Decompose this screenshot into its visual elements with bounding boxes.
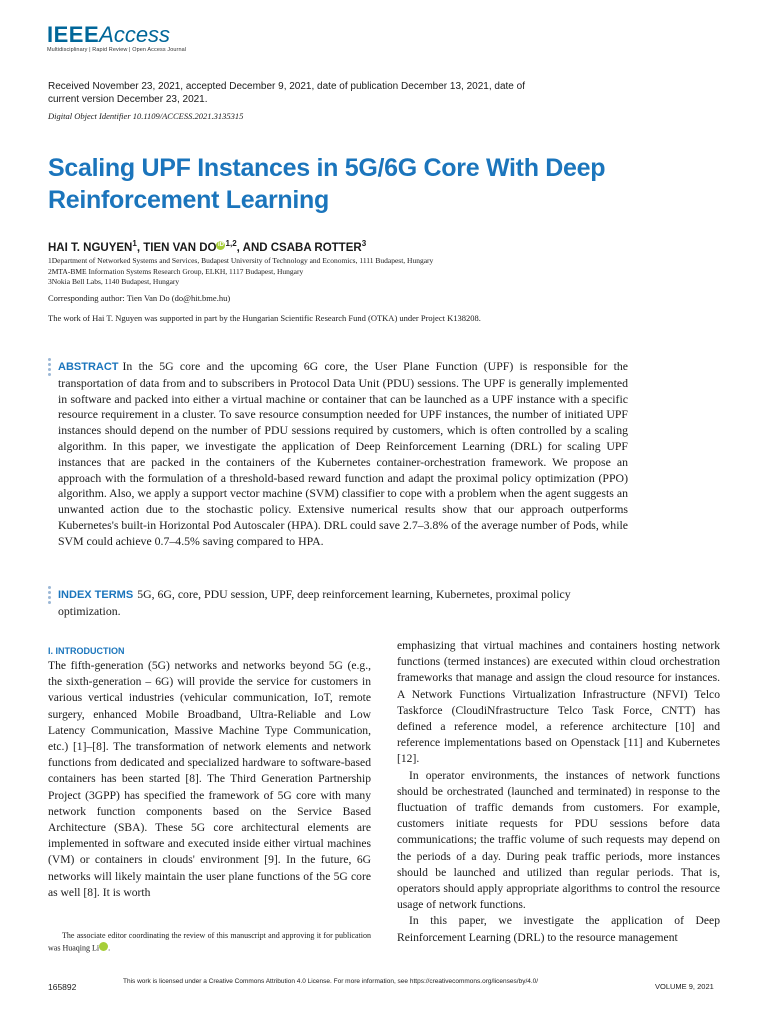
index-terms-marker-icon xyxy=(47,586,53,606)
author-3: , AND CSABA ROTTER xyxy=(236,241,362,254)
orcid-icon[interactable]: iD xyxy=(99,942,108,951)
paragraph: emphasizing that virtual machines and containers hosting network functions (termed instances) are executed within cloud orchestration frameworks that manage and assign the cloud resource for instances. A Network Functions Virtualization Infrastructure (NFVI) Telco Taskforce (CloudiNfrastructure Telco Task Force, CNTT) has defined a reference model, a reference architecture [10] and reference implementations based on Openstack [11] and Kubernetes [12]. xyxy=(397,639,720,766)
corresponding-author: Corresponding author: Tien Van Do (do@hit.bme.hu) xyxy=(48,293,231,303)
received-dates: Received November 23, 2021, accepted December 9, 2021, date of publication December 13, 2021, date of current version December 23, 2021. xyxy=(48,81,525,105)
author-list: HAI T. NGUYEN$^1$, TIEN VAN DO iD $^{1,2}$, AND CSABA ROTTER$^3$ xyxy=(48,239,367,254)
logo-access: Access xyxy=(99,22,171,47)
index-terms-text: 5G, 6G, core, PDU session, UPF, deep reinforcement learning, Kubernetes, proximal policy optimization. xyxy=(58,587,571,618)
author-3-affil: 3 xyxy=(361,239,367,248)
index-terms-label: INDEX TERMS xyxy=(58,589,134,601)
editor-footnote: The associate editor coordinating the review of this manuscript and approving it for publication was Huaqing Li iD. xyxy=(48,931,371,953)
journal-tagline: Multidisciplinary | Rapid Review | Open Access Journal xyxy=(47,47,187,53)
paragraph: In this paper, we investigate the application of Deep Reinforcement Learning (DRL) to the resource management xyxy=(397,914,720,944)
page-number: 165892 xyxy=(48,982,77,992)
author-2-affil: 1,2 xyxy=(225,239,237,248)
doi: Digital Object Identifier 10.1109/ACCESS.2021.3135315 xyxy=(48,111,244,121)
paper-title: Scaling UPF Instances in 5G/6G Core With Deep Reinforcement Learning xyxy=(48,154,606,214)
journal-logo xyxy=(47,22,170,48)
affiliation-3: 3Nokia Bell Labs, 1140 Budapest, Hungary xyxy=(48,277,180,286)
author-2: TIEN VAN DO xyxy=(143,241,217,254)
volume-info: VOLUME 9, 2021 xyxy=(655,982,714,991)
affiliation-1: 1Department of Networked Systems and Services, Budapest University of Technology and Economics, 1111 Budapest, Hungary xyxy=(48,256,434,265)
body-column-right xyxy=(397,638,720,946)
abstract-text: In the 5G core and the upcoming 6G core, the User Plane Function (UPF) is responsible for the transportation of data from and to subscribers in Protocol Data Unit (PDU) sessions. The UPF is generally implemented in software and packed into either a virtual machine or container that can be launched as a UPF instance with a specific resource requirement in a cluster. To save resource consumption needed for UPF instances, the number of initiated UPF instances should depend on the number of PDU sessions required by customers, which is often controlled by a scaling algorithm. In this paper, we investigate the application of Deep Reinforcement Learning (DRL) for scaling UPF instances that are packed in the containers of the Kubernetes container-orchestration framework. We propose an approach with the formulation of a threshold-based reward function and adapt the proximal policy optimization (PPO) algorithm. Also, we apply a support vector machine (SVM) classifier to cope with a problem when the agent suggests an unwanted action due to the stochastic policy. Extensive numerical results show that our approach outperforms Kubernetes's built-in Horizontal Pod Autoscaler (HPA). DRL could save 2.7–3.8% of the average number of Pods, while SVM could achieve 0.7–4.5% saving compared to HPA. xyxy=(58,359,628,548)
abstract-marker-icon xyxy=(47,358,53,378)
abstract-label: ABSTRACT xyxy=(58,361,119,373)
license-note: This work is licensed under a Creative Commons Attribution 4.0 License. For more information, see https://creativecommons.org/licenses/by/4.0/ xyxy=(123,978,539,985)
author-1-affil: 1 xyxy=(132,239,137,248)
body-column-left: The fifth-generation (5G) networks and networks beyond 5G (e.g., the sixth-generation – 6G) will provide the service for customers in various vertical industries (vehicular communication, IoT, remote surgery, enhanced Mobile Broadband, Ultra-Reliable and Low Latency Communication, Massive Machine Type Communication, etc.) [1]–[8]. The transformation of network elements and network functions from dedicated and specialized hardware to software-based containers has been started [8]. The Third Generation Partnership Project (3GPP) has specified the framework of 5G core with many network function components based on the Service Based Architecture (SBA). These 5G core architectural elements are implemented in software and executed inside either virtual machines (VM) or containers in clouds' environment [9]. In the future, 6G networks will likely maintain the user plane functions of the 5G core as well [8]. It is worth xyxy=(48,659,371,899)
logo-ieee: IEEE xyxy=(47,22,100,47)
affiliations xyxy=(48,256,433,288)
footnote-text: The associate editor coordinating the review of this manuscript and approving it for publication was Huaqing Li xyxy=(48,931,371,953)
funding-note: The work of Hai T. Nguyen was supported in part by the Hungarian Scientific Research Fund (OTKA) under Project K138208. xyxy=(48,313,481,323)
section-heading: I. INTRODUCTION xyxy=(48,646,125,656)
affiliation-2: 2MTA-BME Information Systems Research Group, ELKH, 1117 Budapest, Hungary xyxy=(48,266,304,276)
author-1: HAI T. NGUYEN xyxy=(48,241,133,254)
index-terms xyxy=(58,587,628,620)
paragraph: In operator environments, the instances of network functions should be orchestrated (launched and terminated) in response to the fluctuation of traffic demands from customers. For example, customers initiate requests for PDU sessions before data communications; the traffic volume of such requests may depend on the periods of a day. During peak traffic periods, more instances should be launched and utilized than regular periods. That is, operators should apply appropriate algorithms to control the resource usage of network functions. xyxy=(397,768,720,912)
abstract xyxy=(58,359,628,550)
orcid-icon[interactable]: iD xyxy=(217,242,224,248)
